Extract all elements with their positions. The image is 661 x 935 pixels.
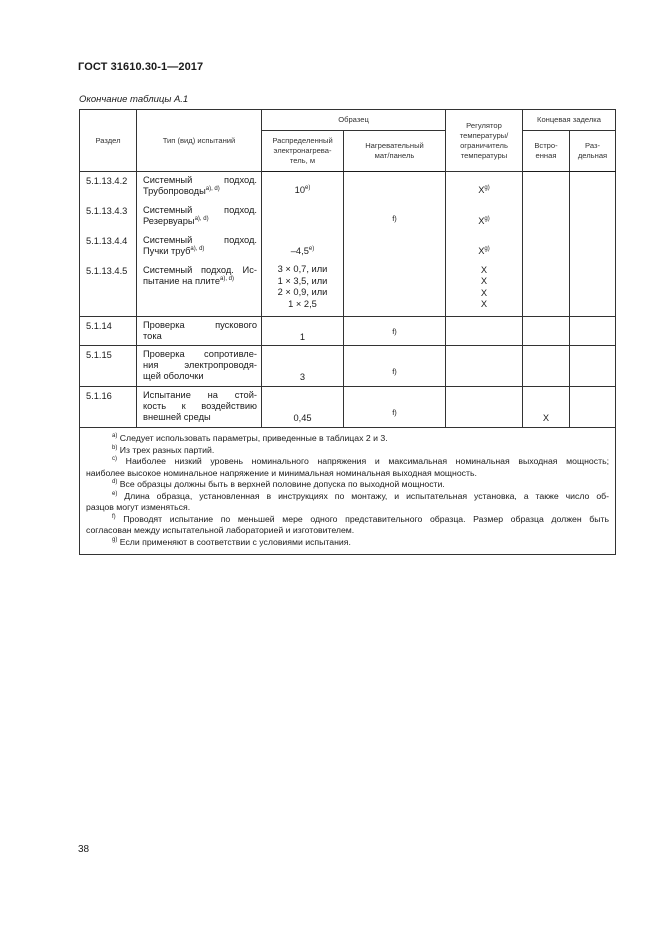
header-heating-mat: Нагревательный мат/панель (344, 131, 446, 172)
test-type-cell: Проверка сопротивле- ния электропроводя- щей оболочки (137, 346, 262, 387)
heating-mat-cell: f) (344, 346, 446, 387)
table-row (80, 346, 616, 387)
regulator-cell: $X^{g)}$ $X^{g)}$ $X^{g)}$ X X X X (446, 172, 523, 317)
builtin-cell (523, 317, 570, 346)
heating-mat-cell: f) (344, 317, 446, 346)
builtin-cell (523, 172, 570, 317)
table-caption: Окончание таблицы А.1 (79, 94, 189, 105)
separate-cell (570, 387, 616, 428)
footnote-e: $^{e)}$ Длина образца, установленная в инструкциях по монтажу, и испытательная установка, а также число об- (112, 490, 610, 501)
separate-cell (570, 346, 616, 387)
distributed-heater-cell: 10$^{e)}$ –4,5$^{e)}$ 3 × 0,7, или 1 × 3,5, или 2 × 0,9, или 1 × 2,5 (262, 172, 344, 317)
heating-mat-cell: f) (344, 172, 446, 317)
header-termination-group: Концевая заделка (523, 110, 616, 131)
footnotes: $^{a)}$ Следует использовать параметры, приведенные в таблицах 2 и 3. $^{b)}$ Из трех разных партий. $^{c)}$ Наиболее низкий уровень номинального напряжения и максимальная номинальная выходная мощность; наиболее высокое номинальное напряжение и минимальная номинальная выходная мощность. $^{d)}$ Все образцы должны быть в верхней половине допуска по выходной мощности. $^{e)}$ Длина образца, установленная в инструкциях по монтажу, и испытательная установка, а также число об- разцов могут изменяться. $^{f)}$ Проводят испытание по меньшей мере одного представительного образца. Размер образца должен быть согласован между испытательной лабораторией и изготовителем. $^{g)}$ Если применяют в соответствии с условиями испытания. (80, 428, 616, 555)
footnote-d: $^{d)}$ Все образцы должны быть в верхней половине допуска по выходной мощности. (112, 479, 445, 489)
section-cell: 5.1.13.4.2 5.1.13.4.3 5.1.13.4.4 5.1.13.4.5 (80, 172, 137, 317)
footnote-g: $^{g)}$ Если применяют в соответствии с условиями испытания. (112, 536, 351, 547)
regulator-cell (446, 346, 523, 387)
page-number: 38 (78, 844, 90, 855)
test-type-cell: Проверка пускового тока (137, 317, 262, 346)
table-row (80, 387, 616, 428)
header-separate: Раз- дельная (570, 131, 616, 172)
section-cell: 5.1.14 (80, 317, 137, 346)
footnote-c: $^{c)}$ Наиболее низкий уровень номинального напряжения и максимальная номинальная выходная мощность; (112, 456, 610, 466)
footnote-f: $^{f)}$ Проводят испытание по меньшей мере одного представительного образца. Размер образца должен быть (112, 513, 610, 524)
distributed-heater-cell: 1 (262, 317, 344, 346)
header-sample-group: Образец (262, 110, 446, 131)
heating-mat-cell: f) (344, 387, 446, 428)
header-test-type: Тип (вид) испытаний (137, 110, 262, 172)
distributed-heater-cell: 3 (262, 346, 344, 387)
table-row (80, 172, 616, 317)
table-row (80, 317, 616, 346)
section-cell: 5.1.16 (80, 387, 137, 428)
test-table (79, 109, 616, 555)
header-section: Раздел (80, 110, 137, 172)
regulator-cell (446, 317, 523, 346)
header-builtin: Встро- енная (523, 131, 570, 172)
document-header: ГОСТ 31610.30-1—2017 (78, 61, 204, 73)
builtin-cell: X (523, 387, 570, 428)
footnotes-row (80, 428, 616, 555)
separate-cell (570, 172, 616, 317)
distributed-heater-cell: 0,45 (262, 387, 344, 428)
test-type-cell: Системный подход. Трубопроводы$^{a), d)}$ Системный подход. Резервуары$^{a), d)}$ Системный подход. Пучки труб$^{a), d)}$ Системный подход. Ис- пытание на плите$^{a), d)}$ (137, 172, 262, 317)
header-regulator: Регулятор температуры/ ограничитель температуры (446, 110, 523, 172)
regulator-cell (446, 387, 523, 428)
section-cell: 5.1.15 (80, 346, 137, 387)
footnote-b: $^{b)}$ Из трех разных партий. (112, 444, 215, 455)
test-type-cell: Испытание на стой- кость к воздействию внешней среды (137, 387, 262, 428)
header-distributed-heater: Распределенный электронагрева- тель, м (262, 131, 344, 172)
separate-cell (570, 317, 616, 346)
footnote-a: $^{a)}$ Следует использовать параметры, приведенные в таблицах 2 и 3. (112, 433, 388, 443)
builtin-cell (523, 346, 570, 387)
